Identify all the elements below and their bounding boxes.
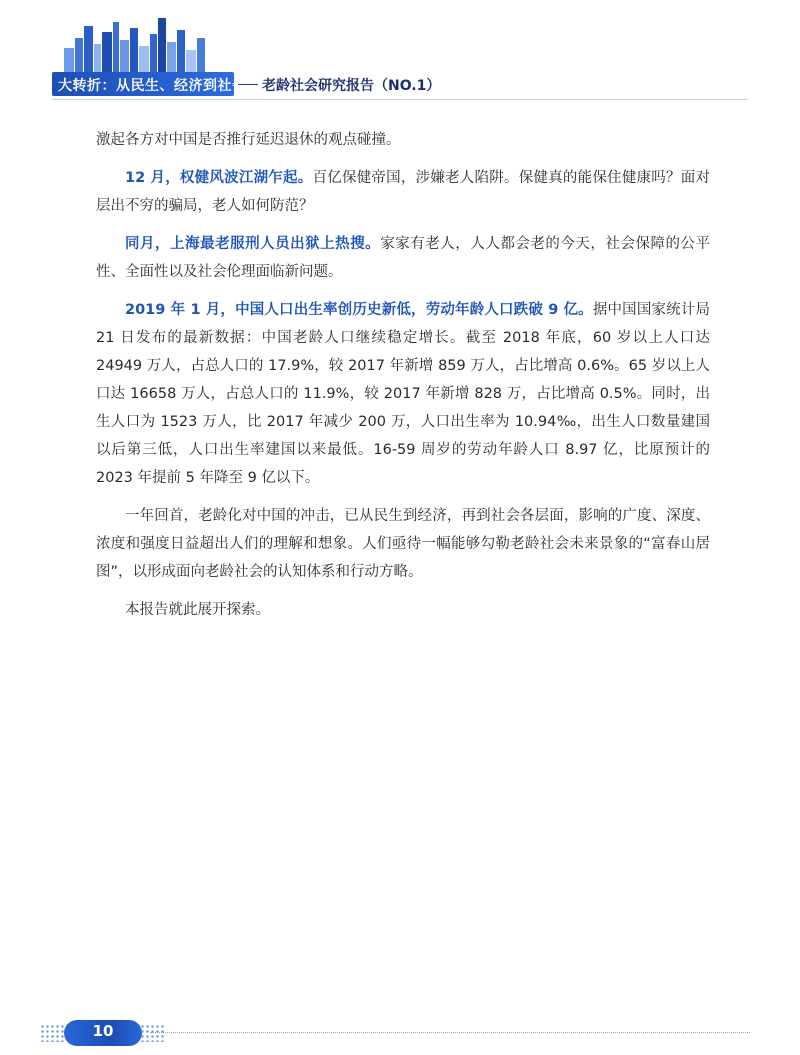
city-skyline-icon (60, 18, 210, 74)
paragraph-1 (96, 126, 710, 154)
paragraph-4-text: 据中国国家统计局 21 日发布的最新数据：中国老龄人口继续稳定增长。截至 2018 年底，60 岁以上人口达 24949 万人，占总人口的 17.9%，较 2017 年新增 859 万人，占比增高 0.6%。65 岁以上人口达 16658 万人，占总人口的 11.9%，较 2017 年新增 828 万，占比增高 0.5%。同时，出生人口为 1523 万人，比 2017 年减少 200 万，人口出生率为 10.94‰，出生人口数量建国以后第三低，人口出生率建国以来最低。16-59 周岁的劳动年龄人口 8.97 亿，比原预计的 2023 年提前 5 年降至 9 亿以下。 (96, 302, 711, 486)
footer-dots-right (140, 1024, 166, 1042)
header-divider (52, 99, 748, 100)
paragraph-5 (96, 502, 710, 586)
report-title: 老龄社会研究报告（NO.1） (262, 78, 441, 94)
header-dash (238, 84, 258, 85)
paragraph-4 (96, 296, 710, 492)
paragraph-4-highlight: 2019 年 1 月，中国人口出生率创历史新低，劳动年龄人口跌破 9 亿。 (125, 302, 593, 318)
paragraph-6-text: 本报告就此展开探索。 (125, 602, 270, 618)
paragraph-2-highlight: 12 月，权健风波江湖乍起。 (125, 170, 313, 186)
paragraph-5-text: 一年回首，老龄化对中国的冲击，已从民生到经济，再到社会各层面，影响的广度、深度、浓度和强度日益超出人们的理解和想象。人们亟待一幅能够勾勒老龄社会未来景象的“富春山居图”，以形成面向老龄社会的认知体系和行动方略。 (96, 508, 710, 580)
paragraph-3-highlight: 同月，上海最老服刑人员出狱上热搜。 (125, 236, 381, 252)
series-title: 大转折：从民生、经济到社会 (58, 78, 247, 94)
paragraph-2-text: 百亿保健帝国，涉嫌老人陷阱。保健真的能保住健康吗？面对层出不穷的骗局，老人如何防范？ (96, 170, 710, 214)
paragraph-2 (96, 164, 710, 220)
paragraph-3 (96, 230, 710, 286)
paragraph-3-text: 家家有老人，人人都会老的今天，社会保障的公平性、全面性以及社会伦理面临新问题。 (96, 236, 711, 280)
footer-dotted-line (150, 1032, 750, 1033)
page-number: 10 (92, 1022, 114, 1040)
paragraph-1-text: 激起各方对中国是否推行延迟退休的观点碰撞。 (96, 132, 401, 148)
footer-dots-left (40, 1024, 66, 1042)
page-header (0, 0, 800, 110)
body-content (96, 126, 710, 634)
paragraph-6 (96, 596, 710, 624)
page-footer (0, 1010, 800, 1055)
